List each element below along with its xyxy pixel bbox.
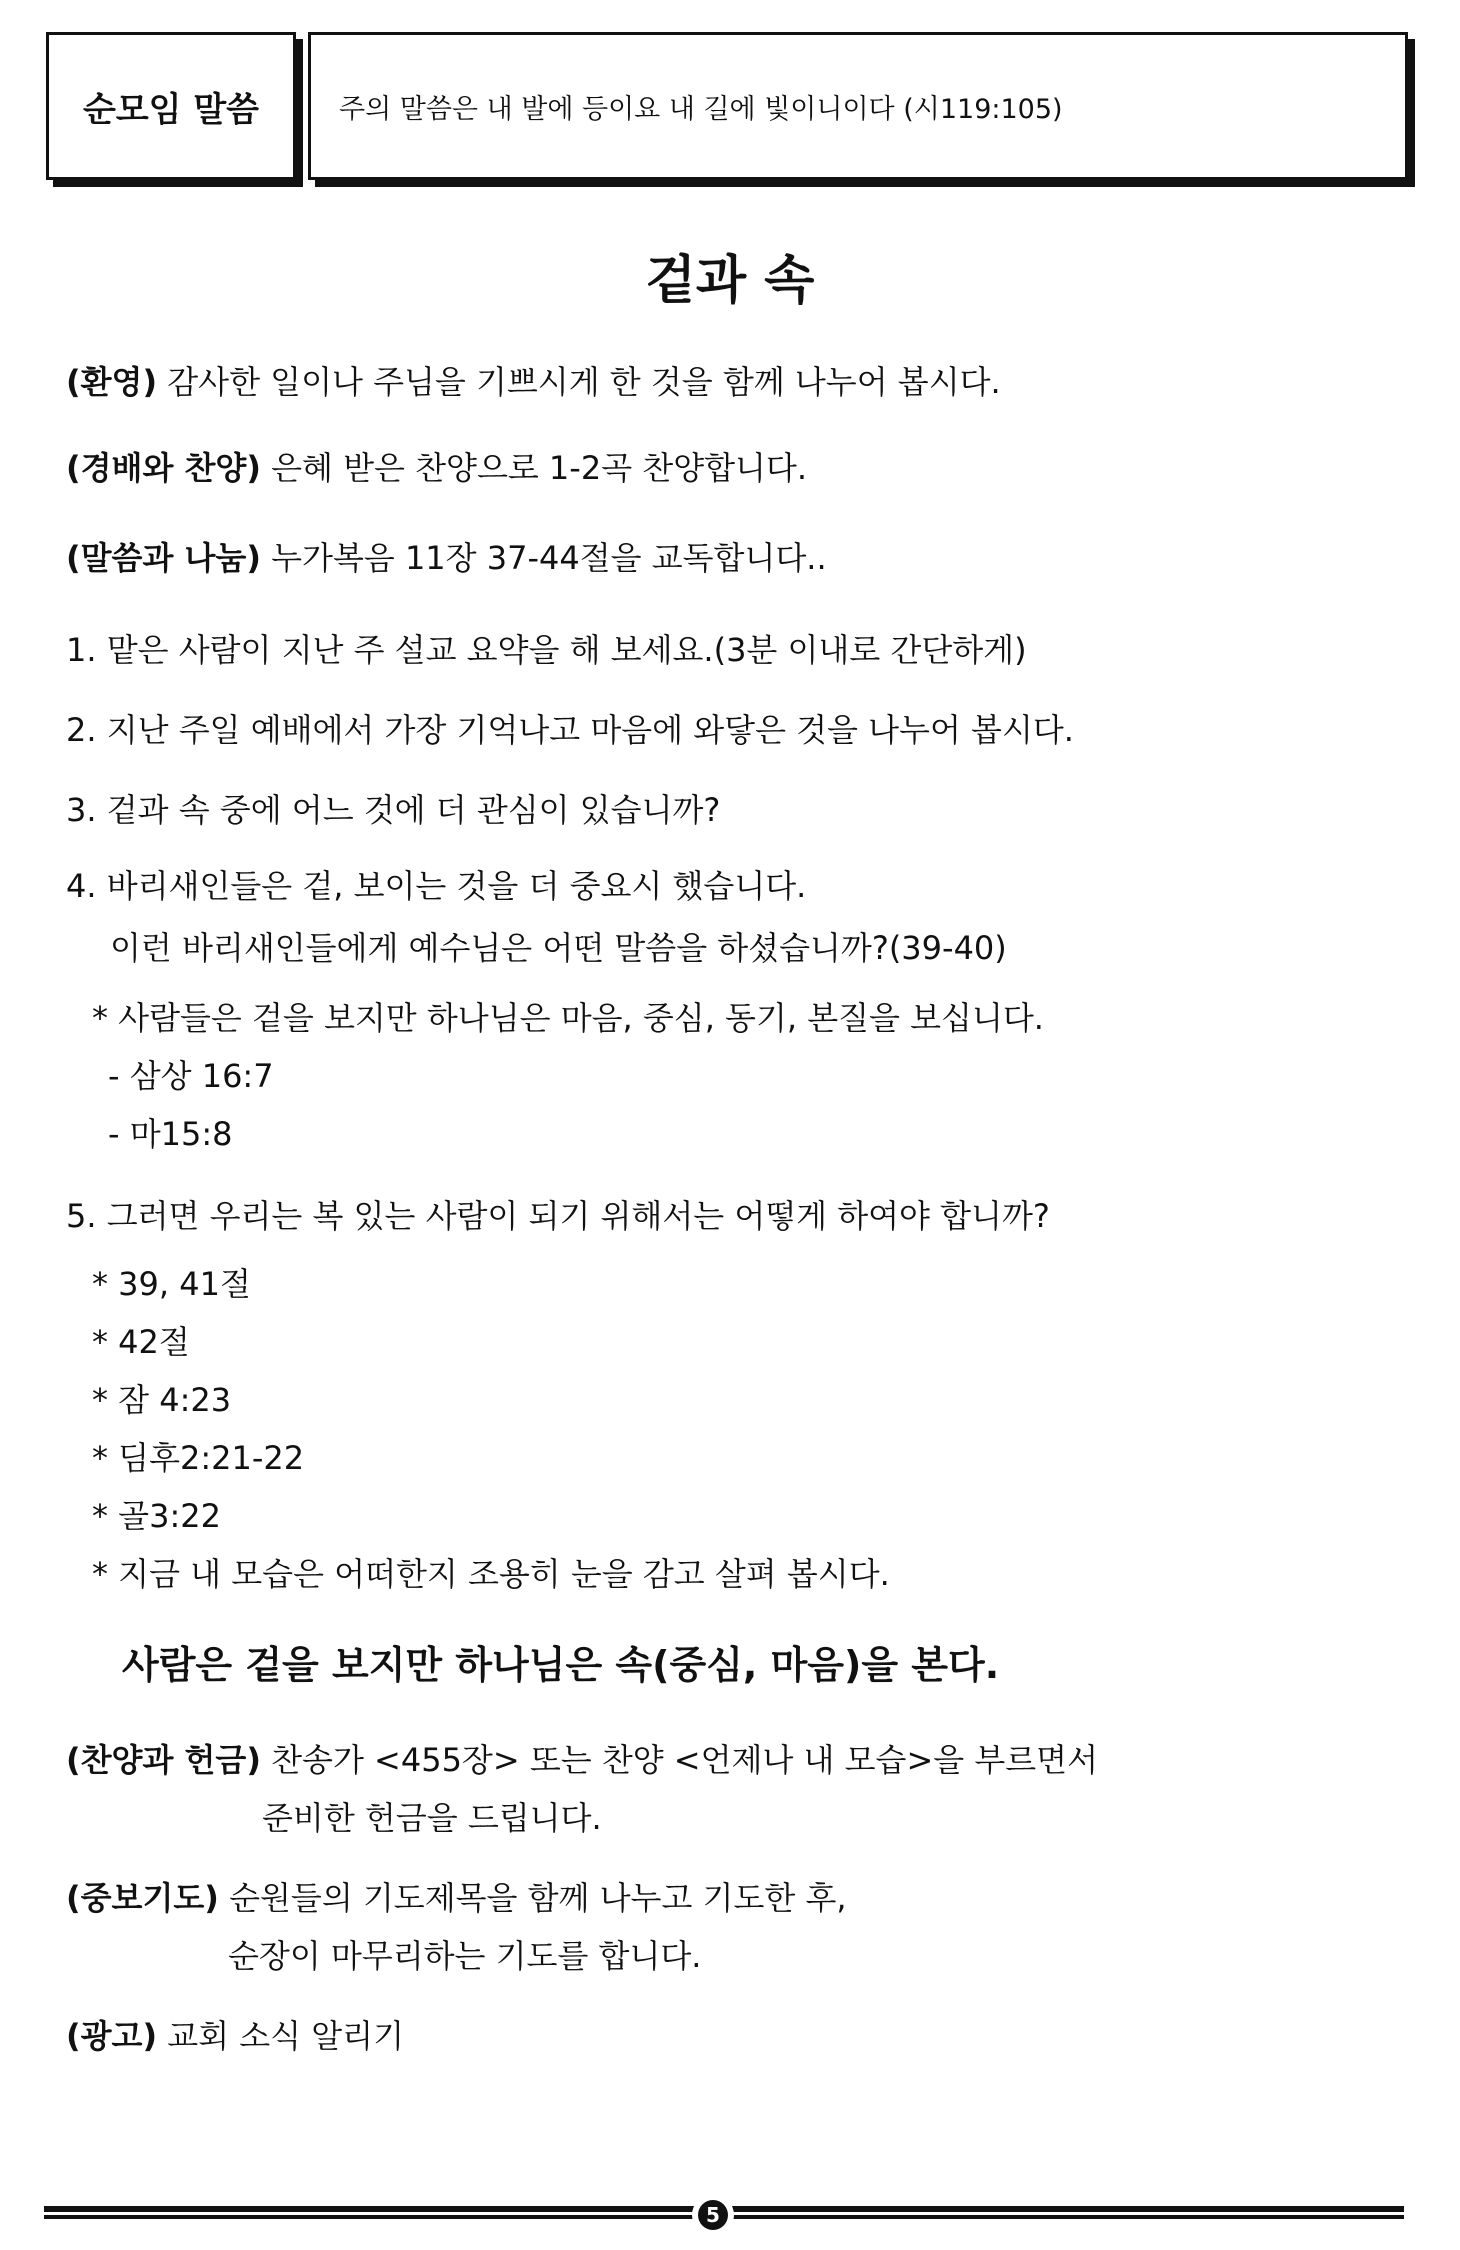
question-5-reflection: * 지금 내 모습은 어떠한지 조용히 눈을 감고 살펴 봅시다. [92,1555,890,1593]
question-4-reference: - 마15:8 [108,1115,233,1153]
welcome-tag: (환영) [66,363,158,401]
question-4-note: * 사람들은 겉을 보지만 하나님은 마음, 중심, 동기, 본질을 보십니다. [92,999,1044,1037]
announcement-text: 교회 소식 알리기 [157,2017,404,2055]
question-5-reference: * 골3:22 [92,1497,221,1535]
header-verse-box [308,32,1408,180]
page-number: 5 [698,2200,728,2230]
worship-text: 은혜 받은 찬양으로 1-2곡 찬양합니다. [260,449,808,487]
intercession-text: 순원들의 기도제목을 함께 나누고 기도한 후, [218,1879,847,1917]
footer [44,2200,1404,2226]
offering-tag: (찬양과 헌금) [66,1741,261,1779]
page-title: 겉과 속 [645,251,815,311]
word-text: 누가복음 11장 37-44절을 교독합니다.. [260,539,827,577]
announcement-tag: (광고) [66,2017,158,2055]
question-5: 5. 그러면 우리는 복 있는 사람이 되기 위해서는 어떻게 하여야 합니까? [66,1197,1050,1235]
intercession-text-continued: 순장이 마무리하는 기도를 합니다. [228,1937,702,1975]
question-5-reference: * 딤후2:21-22 [92,1439,305,1477]
question-4-reference: - 삼상 16:7 [108,1057,274,1095]
welcome-section [66,360,1001,404]
announcement-section [66,2014,404,2058]
question-5-reference: * 39, 41절 [92,1265,251,1303]
header-verse: 주의 말씀은 내 발에 등이요 내 길에 빛이니이다 (시119:105) [339,93,1063,125]
offering-section [66,1738,1098,1782]
question-5-reference: * 잠 4:23 [92,1381,232,1419]
key-message: 사람은 겉을 보지만 하나님은 속(중심, 마음)을 본다. [122,1643,1000,1687]
header-label: 순모임 말씀 [82,89,260,130]
question-4: 4. 바리새인들은 겉, 보이는 것을 더 중요시 했습니다. [66,867,807,905]
question-3: 3. 겉과 속 중에 어느 것에 더 관심이 있습니까? [66,791,721,829]
intercession-section [66,1876,847,1920]
question-2: 2. 지난 주일 예배에서 가장 기억나고 마음에 와닿은 것을 나누어 봅시다. [66,711,1074,749]
word-section [66,536,827,580]
offering-text-continued: 준비한 헌금을 드립니다. [262,1799,602,1837]
intercession-tag: (중보기도) [66,1879,219,1917]
worship-section [66,446,807,490]
worship-tag: (경배와 찬양) [66,449,261,487]
question-4-continued: 이런 바리새인들에게 예수님은 어떤 말씀을 하셨습니까?(39-40) [110,929,1007,967]
question-5-reference: * 42절 [92,1323,190,1361]
welcome-text: 감사한 일이나 주님을 기쁘시게 한 것을 함께 나누어 봅시다. [157,363,1001,401]
question-1: 1. 맡은 사람이 지난 주 설교 요약을 해 보세요.(3분 이내로 간단하게) [66,631,1027,669]
offering-text: 찬송가 <455장> 또는 찬양 <언제나 내 모습>을 부르면서 [260,1741,1098,1779]
word-tag: (말씀과 나눔) [66,539,261,577]
header-label-box [46,32,296,180]
